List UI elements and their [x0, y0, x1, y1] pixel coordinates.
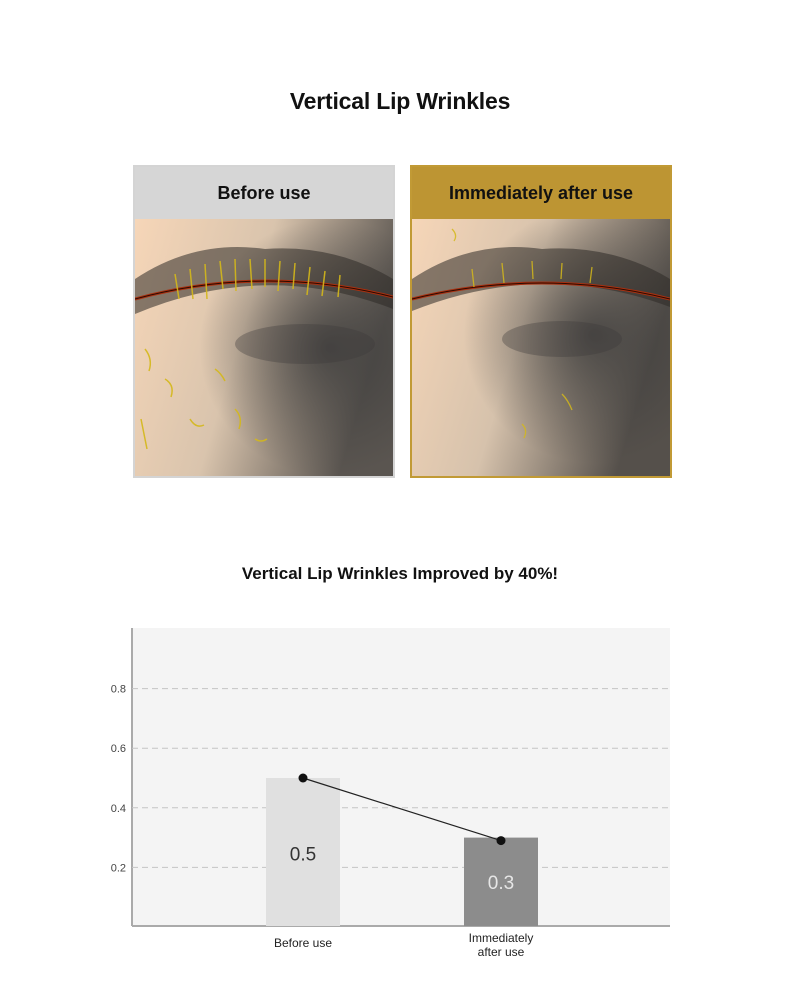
y-tick-label: 0.8 — [110, 683, 126, 696]
y-tick-label: 0.2 — [110, 862, 126, 875]
y-tick-label: 0.4 — [110, 802, 126, 815]
x-category-label-line: after use — [477, 945, 525, 959]
x-category-label — [431, 931, 571, 959]
bar-value-label: 0.3 — [487, 872, 515, 894]
before-use-header: Before use — [135, 167, 393, 219]
after-use-header: Immediately after use — [412, 167, 670, 219]
y-tick-label: 0.6 — [110, 743, 126, 756]
x-category-label — [233, 936, 373, 950]
chart-title: Vertical Lip Wrinkles Improved by 40%! — [241, 564, 559, 583]
page-title: Vertical Lip Wrinkles — [289, 88, 511, 114]
bar-value-label: 0.5 — [289, 844, 317, 866]
data-point — [497, 836, 506, 845]
data-point — [299, 774, 308, 783]
x-category-label-line: Immediately — [468, 931, 534, 945]
x-category-label-line: Before use — [273, 936, 333, 950]
plot-area — [132, 628, 670, 926]
